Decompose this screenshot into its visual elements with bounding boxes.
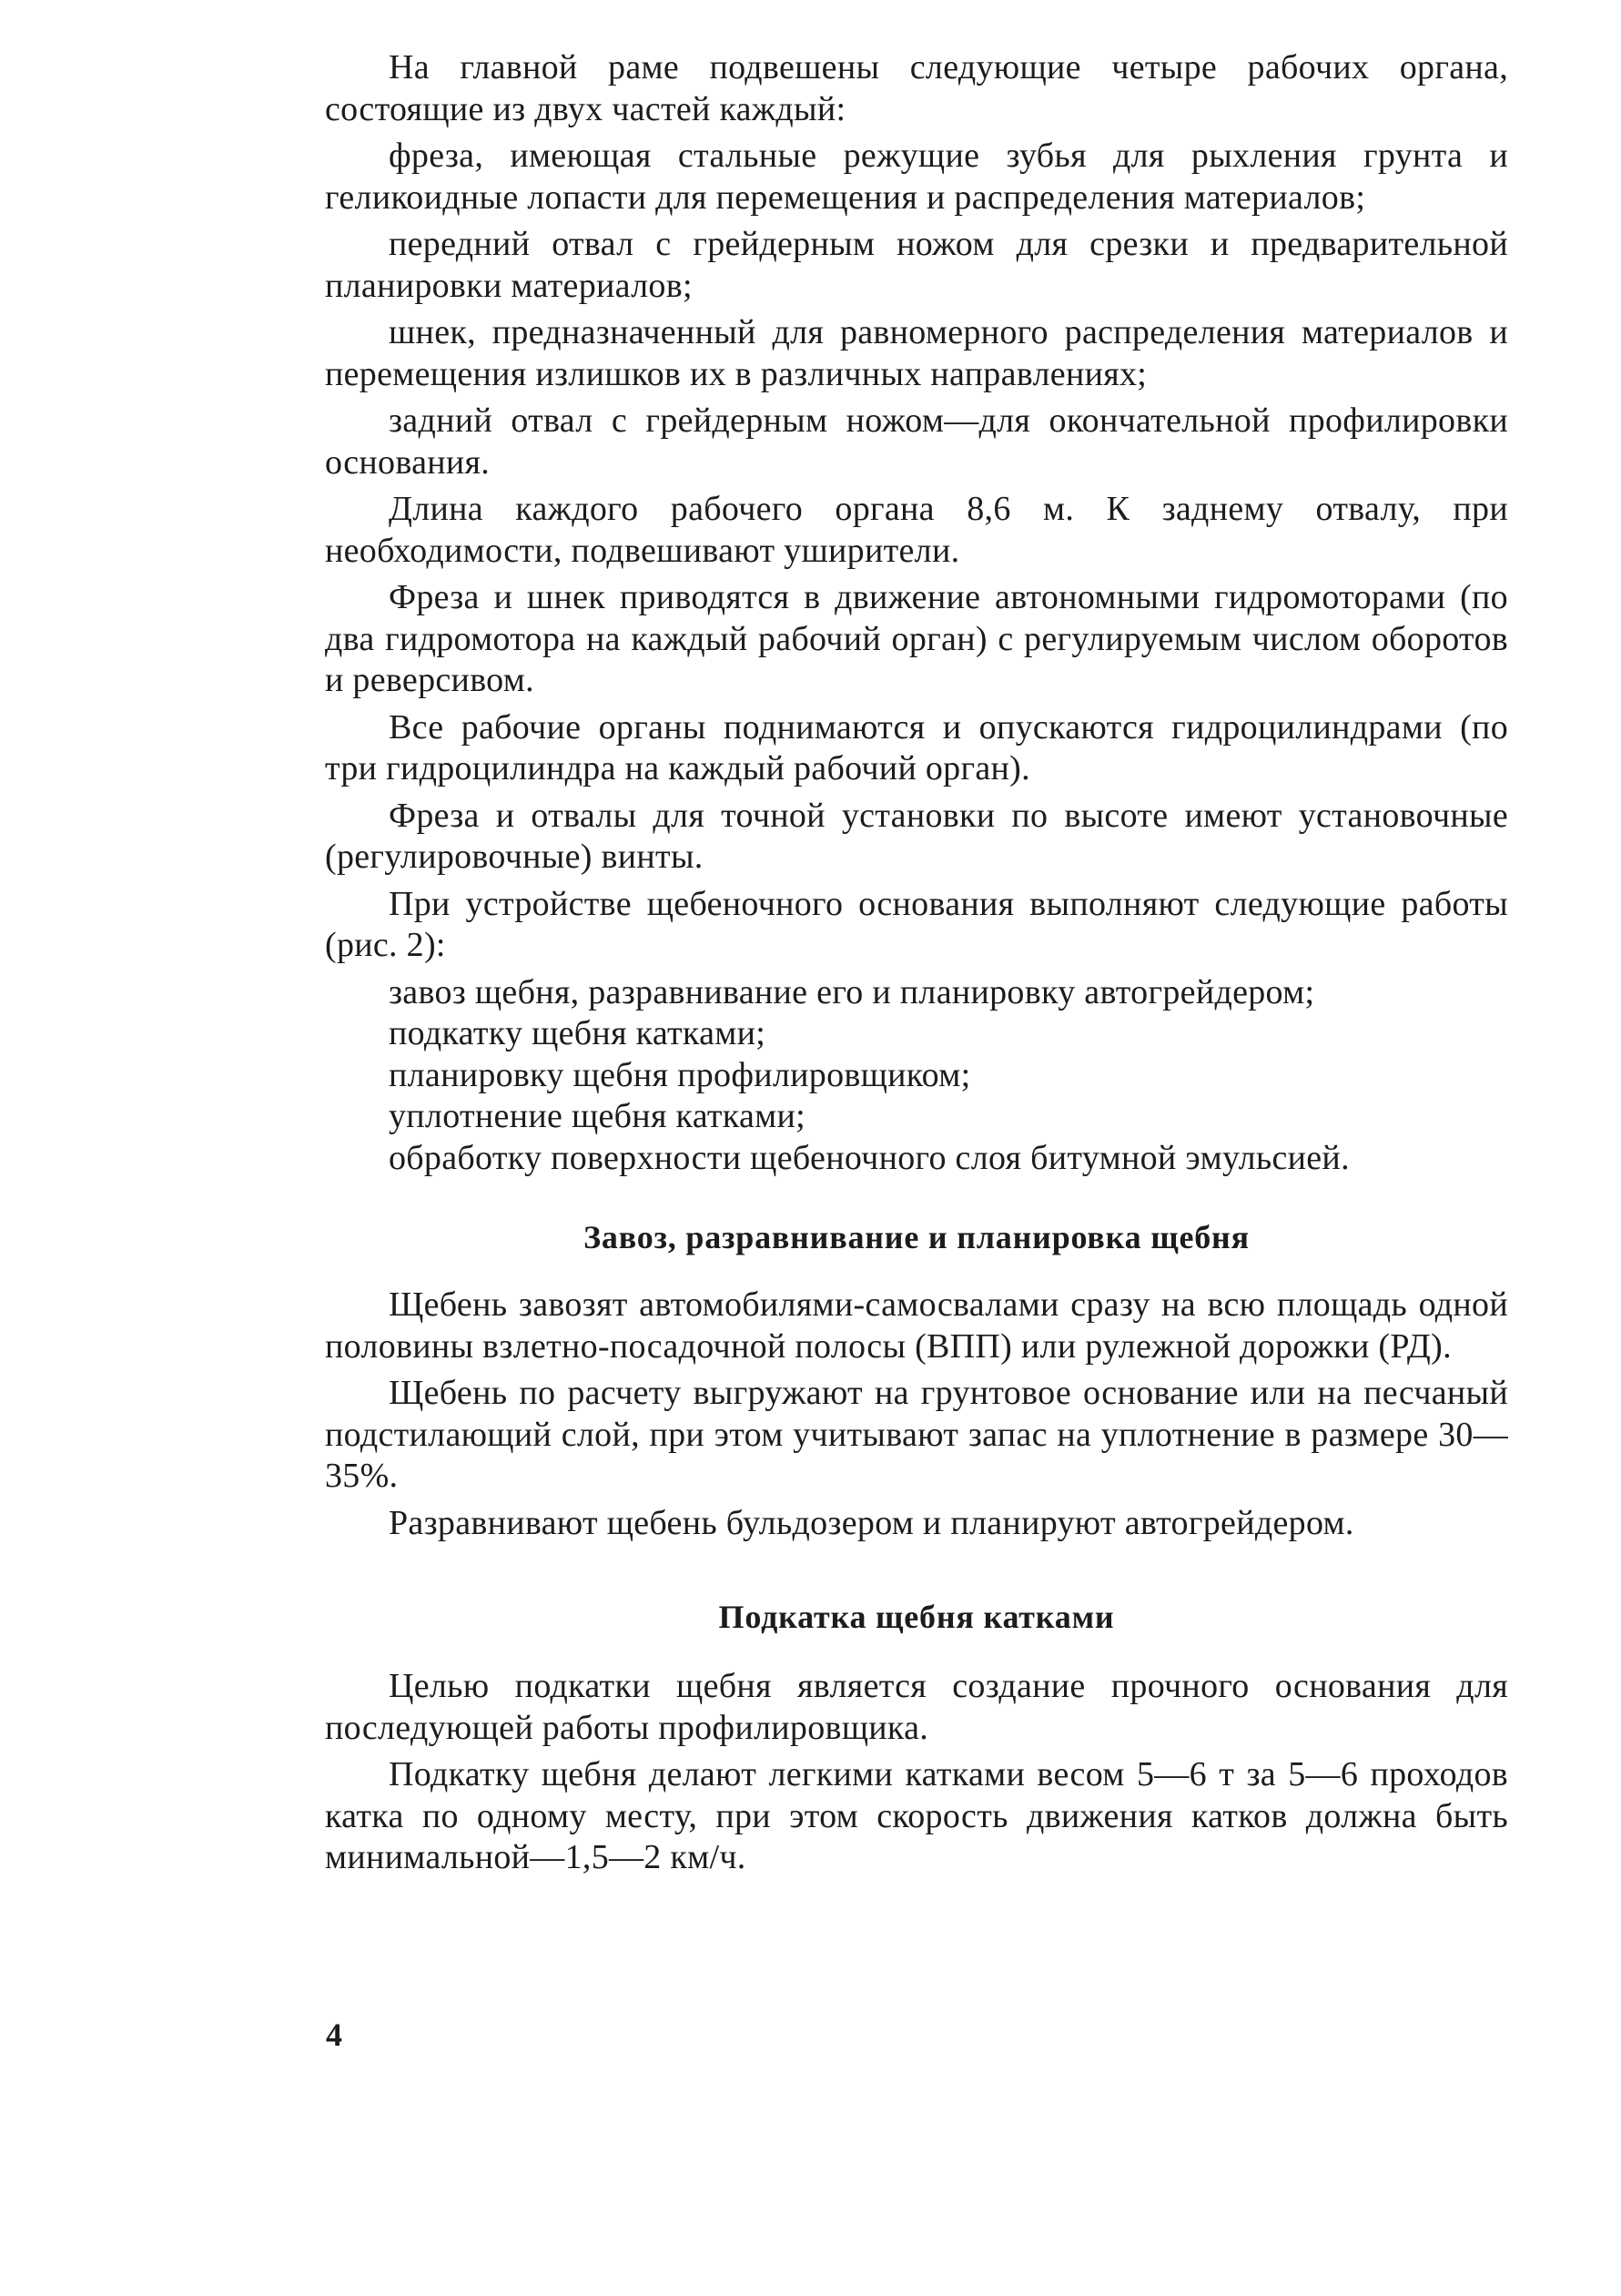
- paragraph: Подкатку щебня делают легкими катками весом 5—6 т за 5—6 проходов катка по одному месту, при этом скорость движения катков должна быть минимальной—1,5—2 км/ч.: [325, 1755, 1508, 1876]
- list-item: задний отвал с грейдерным ножом—для окончательной профилировки основания.: [325, 401, 1508, 482]
- paragraph: Фреза и отвалы для точной установки по высоте имеют установочные (регулировочные) винты.: [325, 796, 1508, 876]
- paragraph: Целью подкатки щебня является создание прочного основания для последующей работы профилировщика.: [325, 1667, 1508, 1747]
- list-item: подкатку щебня катками;: [389, 1014, 766, 1052]
- list-item: уплотнение щебня катками;: [389, 1097, 805, 1135]
- paragraph: Все рабочие органы поднимаются и опускаются гидроцилиндрами (по три гидроцилиндра на каждый рабочий орган).: [325, 707, 1508, 787]
- list-item: шнек, предназначенный для равномерного распределения материалов и перемещения излишков их в различных направлениях;: [325, 313, 1508, 393]
- paragraph: При устройстве щебеночного основания выполняют следующие работы (рис. 2):: [325, 884, 1508, 964]
- list-item: фреза, имеющая стальные режущие зубья для рыхления грунта и геликоидные лопасти для перемещения и распределения материалов;: [325, 137, 1508, 217]
- paragraph: Фреза и шнек приводятся в движение автономными гидромоторами (по два гидромотора на каждый рабочий орган) с регулируемым числом оборотов и реверсивом.: [325, 578, 1508, 699]
- list-item: передний отвал с грейдерным ножом для срезки и предварительной планировки материалов;: [325, 225, 1508, 305]
- list-item: обработку поверхности щебеночного слоя битумной эмульсией.: [389, 1138, 1350, 1177]
- paragraph: Щебень по расчету выгружают на грунтовое основание или на песчаный подстилающий слой, при этом учитывают запас на уплотнение в размере 30—35%.: [325, 1374, 1508, 1495]
- paragraph: Длина каждого рабочего органа 8,6 м. К заднему отвалу, при необходимости, подвешивают уширители.: [325, 490, 1508, 570]
- paragraph: На главной раме подвешены следующие четыре рабочих органа, состоящие из двух частей каждый:: [325, 48, 1508, 128]
- list-item: планировку щебня профилировщиком;: [389, 1055, 971, 1094]
- paragraph: Щебень завозят автомобилями-самосвалами сразу на всю площадь одной половины взлетно-посадочной полосы (ВПП) или рулежной дорожки (РД).: [325, 1285, 1508, 1366]
- page-body: [325, 47, 1508, 1885]
- section-heading-delivery: Завоз, разравнивание и планировка щебня: [583, 1219, 1250, 1255]
- page-number: 4: [326, 2017, 342, 2053]
- list-item: завоз щебня, разравнивание его и планировку автогрейдером;: [389, 972, 1315, 1011]
- paragraph: Разравнивают щебень бульдозером и планируют автогрейдером.: [389, 1503, 1354, 1542]
- section-heading-rolling: Подкатка щебня катками: [718, 1599, 1115, 1635]
